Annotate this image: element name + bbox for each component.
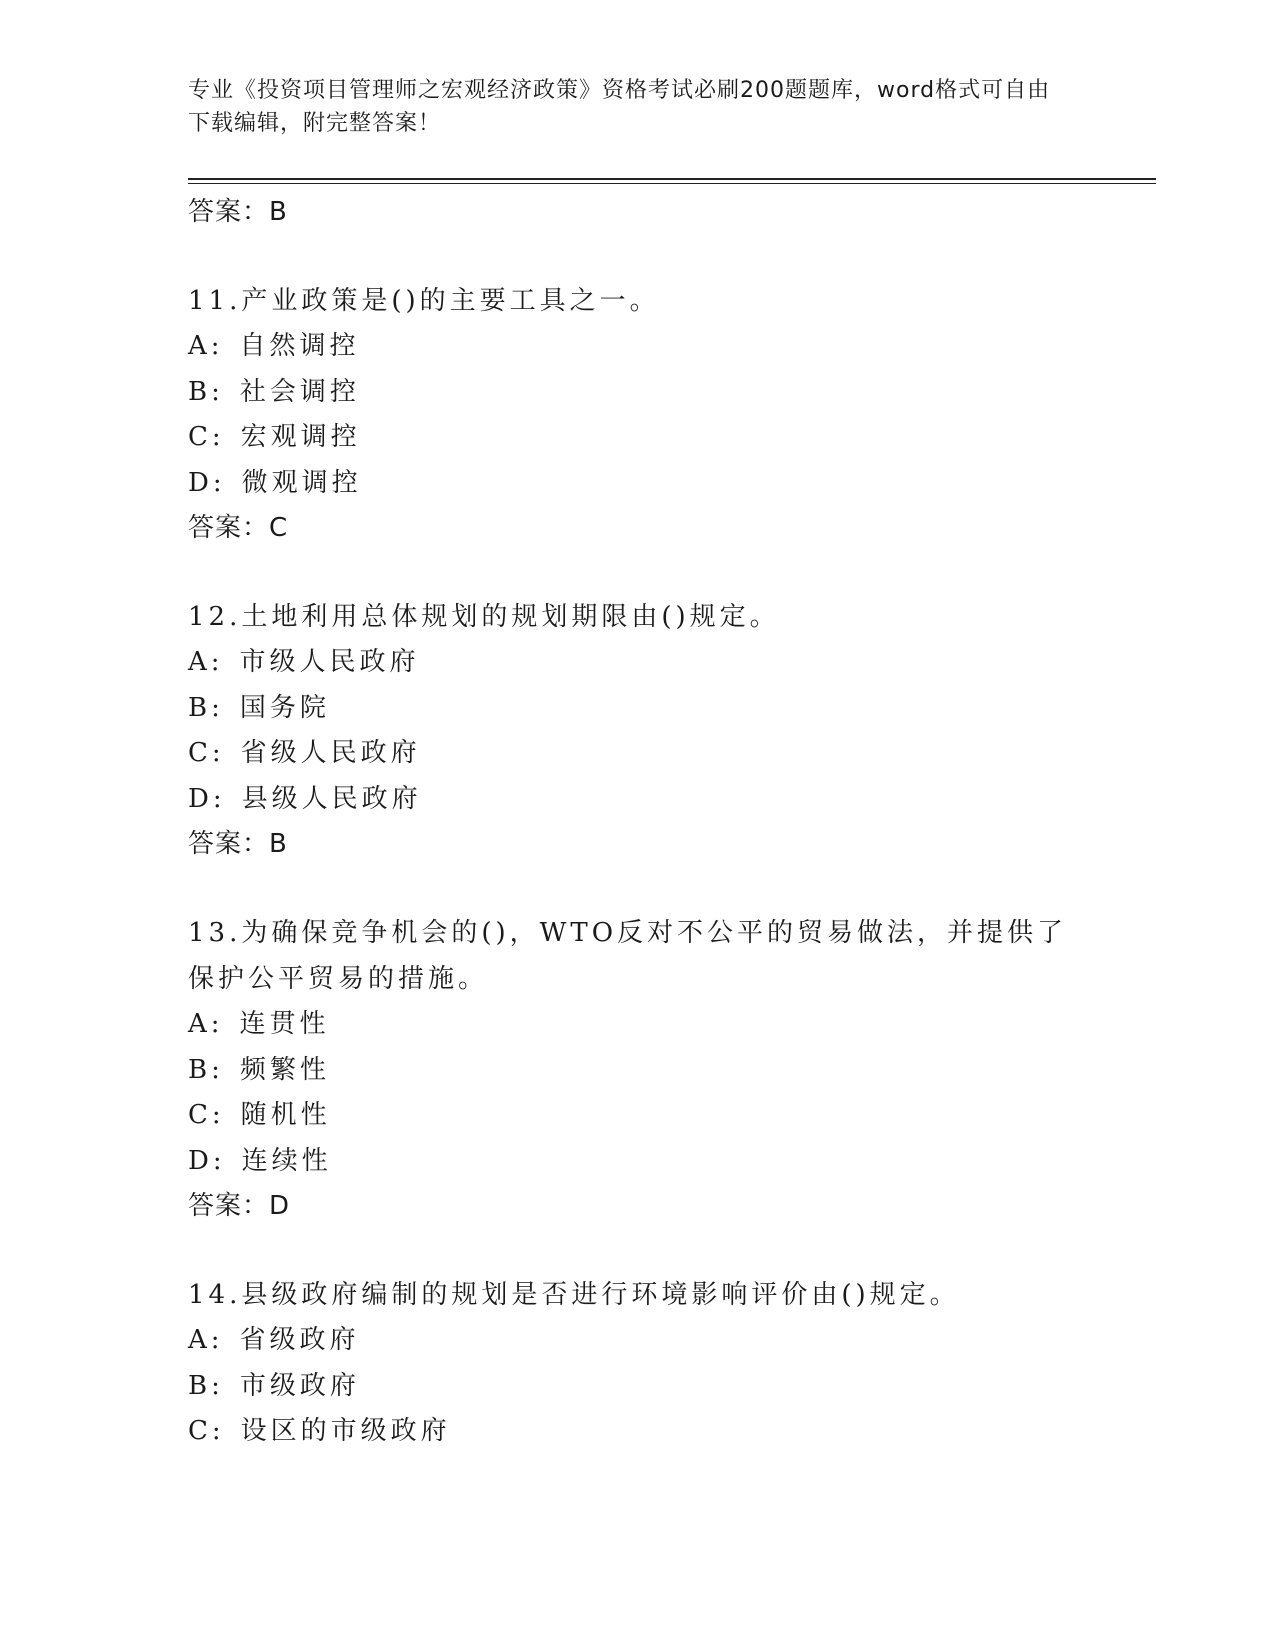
option-text: 宏观调控 bbox=[240, 422, 361, 452]
option-key: B: bbox=[188, 376, 224, 407]
option-key: D: bbox=[188, 1145, 226, 1176]
option-text: 市级人民政府 bbox=[239, 647, 420, 677]
option-key: A: bbox=[188, 647, 224, 677]
option-text: 省级人民政府 bbox=[240, 738, 421, 768]
option-c bbox=[188, 1409, 1068, 1455]
header-divider-thin bbox=[188, 183, 1156, 184]
option-c bbox=[188, 731, 1068, 777]
option-key: C: bbox=[188, 738, 225, 768]
question-stem: 14.县级政府编制的规划是否进行环境影响评价由()规定。 bbox=[188, 1280, 960, 1310]
option-b bbox=[188, 1048, 1068, 1094]
option-key: B: bbox=[188, 1370, 224, 1401]
header-divider-thick bbox=[188, 178, 1156, 180]
question-list bbox=[188, 190, 1068, 1455]
option-text: 连续性 bbox=[241, 1145, 332, 1176]
option-key: D: bbox=[188, 783, 226, 814]
option-a bbox=[188, 640, 1068, 686]
option-key: A: bbox=[188, 331, 224, 361]
question-14 bbox=[188, 1272, 1068, 1455]
question-stem: 11.产业政策是()的主要工具之一。 bbox=[188, 286, 660, 316]
option-text: 国务院 bbox=[239, 692, 330, 723]
option-key: B: bbox=[188, 1054, 224, 1085]
option-d bbox=[188, 1139, 1068, 1185]
question-stem: 13.为确保竞争机会的()，WTO反对不公平的贸易做法，并提供了保护公平贸易的措施。 bbox=[188, 918, 1068, 994]
option-c bbox=[188, 1093, 1068, 1139]
answer: 答案：B bbox=[188, 829, 288, 859]
question-stem: 12.土地利用总体规划的规划期限由()规定。 bbox=[188, 602, 780, 632]
option-a bbox=[188, 324, 1068, 370]
spacer bbox=[188, 235, 1068, 278]
option-text: 频繁性 bbox=[239, 1054, 330, 1085]
option-d bbox=[188, 777, 1068, 823]
option-text: 县级人民政府 bbox=[241, 783, 422, 814]
question-11 bbox=[188, 278, 1068, 551]
option-b bbox=[188, 370, 1068, 416]
option-text: 社会调控 bbox=[239, 376, 360, 407]
option-b bbox=[188, 1364, 1068, 1410]
spacer bbox=[188, 867, 1068, 910]
option-a bbox=[188, 1002, 1068, 1048]
previous-answer: 答案：B bbox=[188, 197, 288, 227]
answer: 答案：C bbox=[188, 513, 289, 543]
option-key: B: bbox=[188, 692, 224, 723]
option-text: 设区的市级政府 bbox=[240, 1416, 451, 1446]
option-b bbox=[188, 686, 1068, 732]
option-key: A: bbox=[188, 1009, 224, 1039]
option-text: 随机性 bbox=[240, 1100, 331, 1130]
option-c bbox=[188, 415, 1068, 461]
question-12 bbox=[188, 594, 1068, 867]
option-text: 微观调控 bbox=[241, 467, 362, 498]
option-text: 省级政府 bbox=[239, 1325, 360, 1355]
option-text: 自然调控 bbox=[239, 331, 360, 361]
option-text: 市级政府 bbox=[239, 1370, 360, 1401]
question-13 bbox=[188, 910, 1068, 1229]
option-key: D: bbox=[188, 467, 226, 498]
option-key: A: bbox=[188, 1325, 224, 1355]
option-text: 连贯性 bbox=[239, 1009, 330, 1039]
option-key: C: bbox=[188, 1416, 225, 1446]
answer: 答案：D bbox=[188, 1191, 291, 1221]
spacer bbox=[188, 551, 1068, 594]
spacer bbox=[188, 1229, 1068, 1272]
option-a bbox=[188, 1318, 1068, 1364]
option-key: C: bbox=[188, 1100, 225, 1130]
option-key: C: bbox=[188, 422, 225, 452]
option-d bbox=[188, 461, 1068, 507]
document-header: 专业《投资项目管理师之宏观经济政策》资格考试必刷200题题库，word格式可自由下载编辑，附完整答案！ bbox=[188, 78, 1051, 136]
